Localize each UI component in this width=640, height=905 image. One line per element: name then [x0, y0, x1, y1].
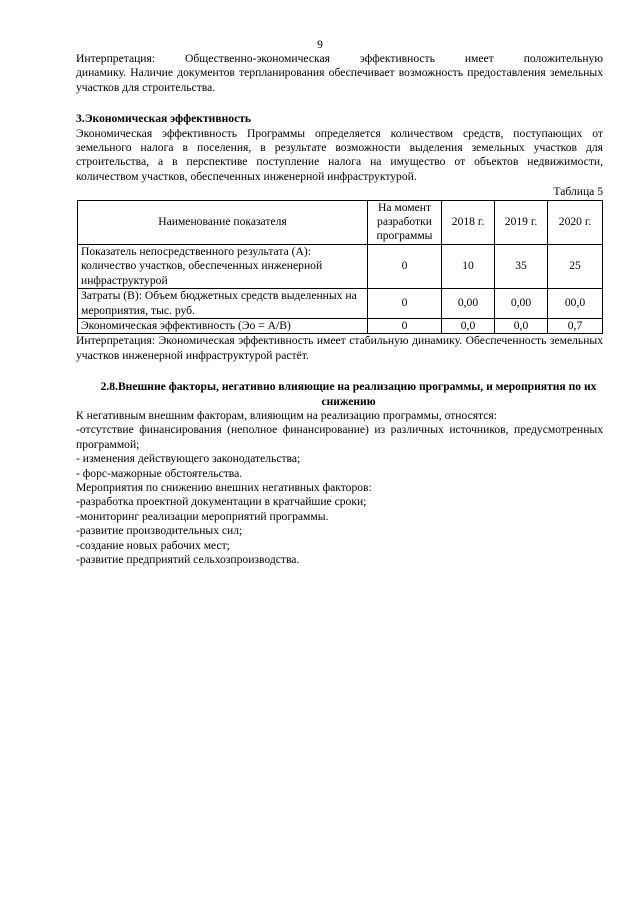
interpretation-2: Интерпретация: Экономическая эффективность имеет стабильную динамику. Обеспеченность земельных участков инженерной инфраструктурой растёт. [76, 334, 603, 362]
table-row [78, 244, 603, 288]
header-baseline: На момент разработки программы [368, 200, 442, 244]
row-value: 0 [368, 318, 442, 333]
row-value: 35 [495, 244, 548, 288]
row-value: 0,0 [442, 318, 495, 333]
section-3-text: Экономическая эффективность Программы определяется количеством средств, поступающих от земельного налога в поселения, в результате возможности выделения земельных участков для строительства, а в перспективе поступление налога на имущество от объектов недвижимости, количеством участков, обеспеченных инженерной инфраструктурой. [76, 126, 603, 183]
row-value: 0,7 [548, 318, 603, 333]
document-page [76, 52, 603, 567]
list-item: -мониторинг реализации мероприятий программы. [76, 509, 329, 523]
table-row [78, 289, 603, 319]
list-item: -создание новых рабочих мест; [76, 538, 230, 552]
measures-intro: Мероприятия по снижению внешних негативных факторов: [76, 480, 372, 494]
table-row [78, 318, 603, 333]
interpretation-1-rest: динамику. Наличие документов терпланирования обеспечивает возможность предоставления земельных участков для строительства. [76, 66, 603, 94]
row-name: Показатель непосредственного результата (А): количество участков, обеспеченных инженерной инфраструктурой [78, 244, 368, 288]
table-header-row [78, 200, 603, 244]
row-value: 25 [548, 244, 603, 288]
row-name: Экономическая эффективность (Эо = А/В) [78, 318, 368, 333]
row-value: 0,00 [495, 289, 548, 319]
row-value: 10 [442, 244, 495, 288]
page-number: 9 [317, 38, 323, 51]
negative-factors-list [76, 409, 603, 567]
row-value: 0,0 [495, 318, 548, 333]
header-2019: 2019 г. [495, 200, 548, 244]
interpretation-1-line1: Интерпретация: Общественно-экономическая эффективность имеет положительную [76, 52, 603, 65]
row-value: 0 [368, 289, 442, 319]
list-item: - изменения действующего законодательства; [76, 452, 301, 466]
list-item: - форс-мажорные обстоятельства. [76, 466, 243, 480]
negative-factors-intro: К негативным внешним факторам, влияющим на реализацию программы, относятся: [76, 408, 497, 422]
list-item: -развитие предприятий сельхозпроизводства. [76, 553, 300, 566]
list-item: -развитие производительных сил; [76, 524, 243, 538]
list-item: -отсутствие финансирования (неполное финансирование) из различных источников, предусмотренных программой; [76, 423, 603, 451]
section-3-title: 3.Экономическая эффективность [76, 112, 252, 126]
table-caption: Таблица 5 [553, 185, 603, 199]
section-2-8-title: 2.8.Внешние факторы, негативно влияющие на реализацию программы, и мероприятия по их снижению [100, 380, 597, 408]
efficiency-table [77, 200, 603, 335]
row-value: 00,0 [548, 289, 603, 319]
row-name: Затраты (В): Объем бюджетных средств выделенных на мероприятия, тыс. руб. [78, 289, 368, 319]
row-value: 0 [368, 244, 442, 288]
header-2018: 2018 г. [442, 200, 495, 244]
header-2020: 2020 г. [548, 200, 603, 244]
list-item: -разработка проектной документации в кратчайшие сроки; [76, 495, 367, 509]
header-indicator-name: Наименование показателя [78, 200, 368, 244]
row-value: 0,00 [442, 289, 495, 319]
